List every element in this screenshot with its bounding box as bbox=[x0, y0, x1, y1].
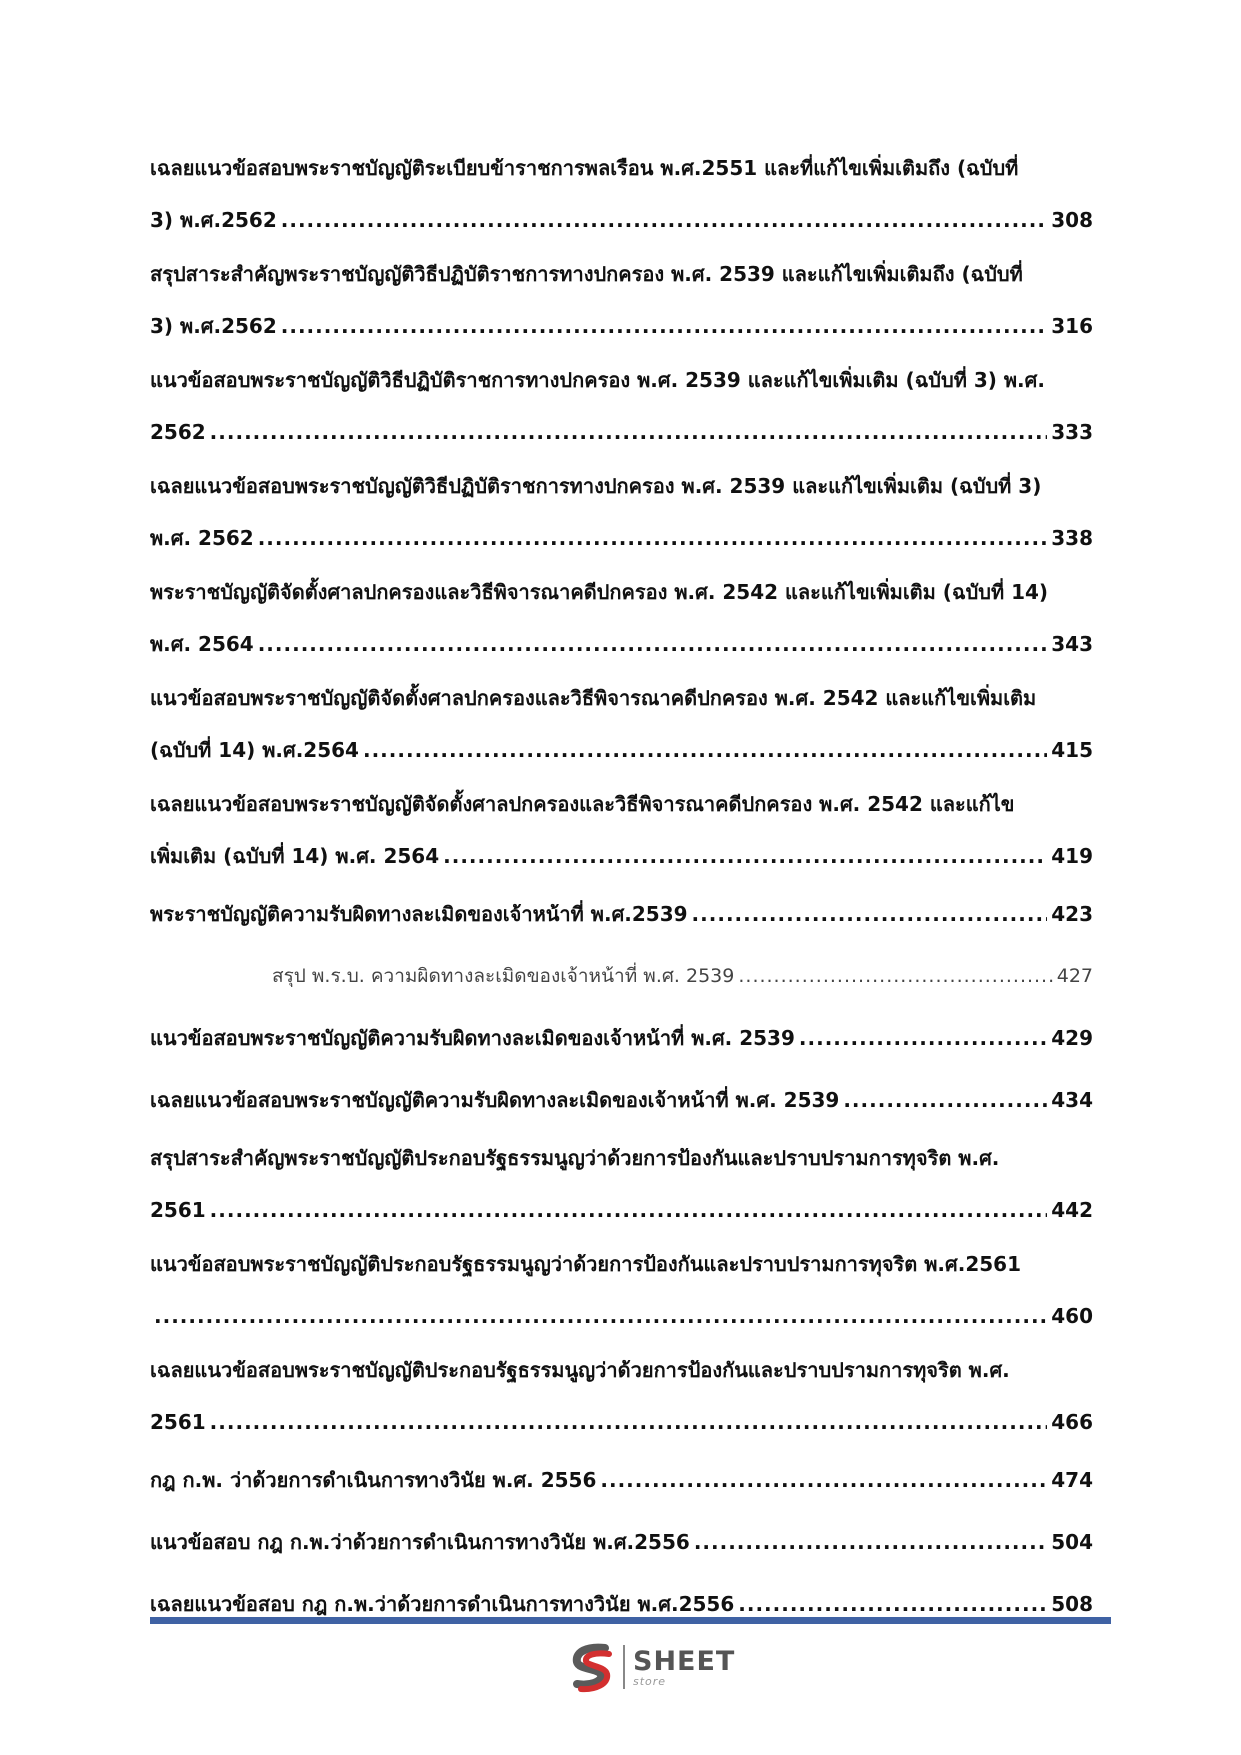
toc-entry[interactable] bbox=[150, 1574, 1093, 1634]
toc-entry[interactable] bbox=[150, 884, 1093, 944]
toc-entry-title-cont: 3) พ.ศ.2562 bbox=[150, 314, 277, 338]
toc-entry[interactable] bbox=[150, 460, 1093, 564]
dot-leader bbox=[210, 1184, 1048, 1236]
toc-page-number: 442 bbox=[1051, 1198, 1093, 1222]
toc-page-number: 419 bbox=[1051, 844, 1093, 868]
table-of-contents bbox=[150, 142, 1093, 1636]
dot-leader bbox=[843, 1070, 1047, 1130]
dot-leader bbox=[210, 406, 1048, 458]
toc-entry[interactable] bbox=[150, 1132, 1093, 1236]
toc-entry-title: แนวข้อสอบพระราชบัญญัติวิธีปฏิบัติราชการทางปกครอง พ.ศ. 2539 และแก้ไขเพิ่มเติม (ฉบับที่ 3) พ.ศ. bbox=[150, 368, 1045, 392]
dot-leader bbox=[258, 512, 1048, 564]
dot-leader bbox=[210, 1396, 1048, 1448]
toc-page-number: 343 bbox=[1051, 632, 1093, 656]
toc-entry[interactable] bbox=[150, 1070, 1093, 1130]
toc-entry[interactable] bbox=[150, 354, 1093, 458]
toc-page-number: 434 bbox=[1051, 1088, 1093, 1112]
toc-entry-title: สรุปสาระสำคัญพระราชบัญญัติประกอบรัฐธรรมนูญว่าด้วยการป้องกันและปราบปรามการทุจริต พ.ศ. bbox=[150, 1146, 1000, 1170]
toc-entry[interactable] bbox=[150, 142, 1093, 246]
toc-entry-title-cont: (ฉบับที่ 14) พ.ศ.2564 bbox=[150, 738, 359, 762]
toc-entry-title: เฉลยแนวข้อสอบพระราชบัญญัติประกอบรัฐธรรมนูญว่าด้วยการป้องกันและปราบปรามการทุจริต พ.ศ. bbox=[150, 1358, 1010, 1382]
toc-entry-title-cont: พ.ศ. 2562 bbox=[150, 526, 254, 550]
toc-entry-title: แนวข้อสอบพระราชบัญญัติความรับผิดทางละเมิดของเจ้าหน้าที่ พ.ศ. 2539 bbox=[150, 1026, 795, 1050]
toc-entry[interactable] bbox=[150, 248, 1093, 352]
toc-entry[interactable] bbox=[150, 778, 1093, 882]
toc-page-number: 508 bbox=[1051, 1592, 1093, 1616]
toc-entry[interactable] bbox=[150, 672, 1093, 776]
toc-entry-title: พระราชบัญญัติจัดตั้งศาลปกครองและวิธีพิจารณาคดีปกครอง พ.ศ. 2542 และแก้ไขเพิ่มเติม (ฉบับที่ 14) bbox=[150, 580, 1049, 604]
dot-leader bbox=[154, 1290, 1047, 1342]
dot-leader bbox=[738, 946, 1052, 1006]
toc-page-number: 460 bbox=[1051, 1304, 1093, 1328]
toc-entry-title: เฉลยแนวข้อสอบพระราชบัญญัติระเบียบข้าราชการพลเรือน พ.ศ.2551 และที่แก้ไขเพิ่มเติมถึง (ฉบับที่ bbox=[150, 156, 1019, 180]
toc-page-number: 429 bbox=[1051, 1026, 1093, 1050]
dot-leader bbox=[692, 884, 1048, 944]
toc-entry-title: กฎ ก.พ. ว่าด้วยการดำเนินการทางวินัย พ.ศ. 2556 bbox=[150, 1468, 597, 1492]
toc-entry[interactable] bbox=[150, 1238, 1093, 1342]
toc-entry-title: เฉลยแนวข้อสอบพระราชบัญญัติวิธีปฏิบัติราชการทางปกครอง พ.ศ. 2539 และแก้ไขเพิ่มเติม (ฉบับที่ 3) bbox=[150, 474, 1042, 498]
dot-leader bbox=[363, 724, 1047, 776]
toc-entry-title-cont: 2562 bbox=[150, 420, 206, 444]
toc-entry-title: เฉลยแนวข้อสอบพระราชบัญญัติจัดตั้งศาลปกครองและวิธีพิจารณาคดีปกครอง พ.ศ. 2542 และแก้ไข bbox=[150, 792, 1015, 816]
dot-leader bbox=[694, 1512, 1047, 1572]
toc-page-number: 423 bbox=[1051, 902, 1093, 926]
toc-page-number: 333 bbox=[1051, 420, 1093, 444]
sheet-store-s-icon bbox=[565, 1640, 619, 1694]
toc-entry-title: พระราชบัญญัติความรับผิดทางละเมิดของเจ้าหน้าที่ พ.ศ.2539 bbox=[150, 902, 688, 926]
toc-entry-title: สรุปสาระสำคัญพระราชบัญญัติวิธีปฏิบัติราชการทางปกครอง พ.ศ. 2539 และแก้ไขเพิ่มเติมถึง (ฉบับที่ bbox=[150, 262, 1023, 286]
toc-entry[interactable] bbox=[150, 1450, 1093, 1510]
dot-leader bbox=[600, 1450, 1047, 1510]
toc-page-number: 504 bbox=[1051, 1530, 1093, 1554]
dot-leader bbox=[443, 830, 1047, 882]
dot-leader bbox=[281, 300, 1047, 352]
logo-subname: store bbox=[633, 1674, 667, 1688]
toc-page-number: 308 bbox=[1051, 208, 1093, 232]
toc-entry-title: แนวข้อสอบ กฎ ก.พ.ว่าด้วยการดำเนินการทางวินัย พ.ศ.2556 bbox=[150, 1530, 690, 1554]
sheet-store-logo bbox=[565, 1640, 735, 1694]
toc-entry-title-cont: เพิ่มเติม (ฉบับที่ 14) พ.ศ. 2564 bbox=[150, 844, 440, 868]
toc-entry-title: แนวข้อสอบพระราชบัญญัติจัดตั้งศาลปกครองและวิธีพิจารณาคดีปกครอง พ.ศ. 2542 และแก้ไขเพิ่มเติม bbox=[150, 686, 1037, 710]
toc-entry[interactable] bbox=[150, 1008, 1093, 1068]
toc-entry-title-cont: 2561 bbox=[150, 1198, 206, 1222]
toc-entry[interactable] bbox=[150, 1344, 1093, 1448]
toc-entry-title-cont: 2561 bbox=[150, 1410, 206, 1434]
dot-leader bbox=[258, 618, 1048, 670]
dot-leader bbox=[799, 1008, 1047, 1068]
toc-subentry[interactable] bbox=[150, 946, 1093, 1006]
toc-page-number: 474 bbox=[1051, 1468, 1093, 1492]
toc-entry-title: เฉลยแนวข้อสอบพระราชบัญญัติความรับผิดทางละเมิดของเจ้าหน้าที่ พ.ศ. 2539 bbox=[150, 1088, 840, 1112]
toc-entry-title: แนวข้อสอบพระราชบัญญัติประกอบรัฐธรรมนูญว่าด้วยการป้องกันและปราบปรามการทุจริต พ.ศ.2561 bbox=[150, 1252, 1021, 1276]
toc-entry[interactable] bbox=[150, 1512, 1093, 1572]
toc-page-number: 427 bbox=[1056, 965, 1093, 987]
dot-leader bbox=[738, 1574, 1047, 1634]
logo-divider bbox=[623, 1645, 625, 1689]
toc-subentry-title: สรุป พ.ร.บ. ความผิดทางละเมิดของเจ้าหน้าที่ พ.ศ. 2539 bbox=[272, 965, 735, 987]
toc-entry-title-cont: พ.ศ. 2564 bbox=[150, 632, 254, 656]
logo-wordmark bbox=[633, 1645, 736, 1688]
dot-leader bbox=[281, 194, 1047, 246]
logo-name: SHEET bbox=[633, 1645, 736, 1677]
toc-page-number: 338 bbox=[1051, 526, 1093, 550]
toc-page-number: 415 bbox=[1051, 738, 1093, 762]
toc-entry-title: เฉลยแนวข้อสอบ กฎ ก.พ.ว่าด้วยการดำเนินการทางวินัย พ.ศ.2556 bbox=[150, 1592, 735, 1616]
toc-page-number: 466 bbox=[1051, 1410, 1093, 1434]
toc-entry-title-cont: 3) พ.ศ.2562 bbox=[150, 208, 277, 232]
toc-page-number: 316 bbox=[1051, 314, 1093, 338]
footer-rule bbox=[150, 1617, 1111, 1624]
toc-entry[interactable] bbox=[150, 566, 1093, 670]
